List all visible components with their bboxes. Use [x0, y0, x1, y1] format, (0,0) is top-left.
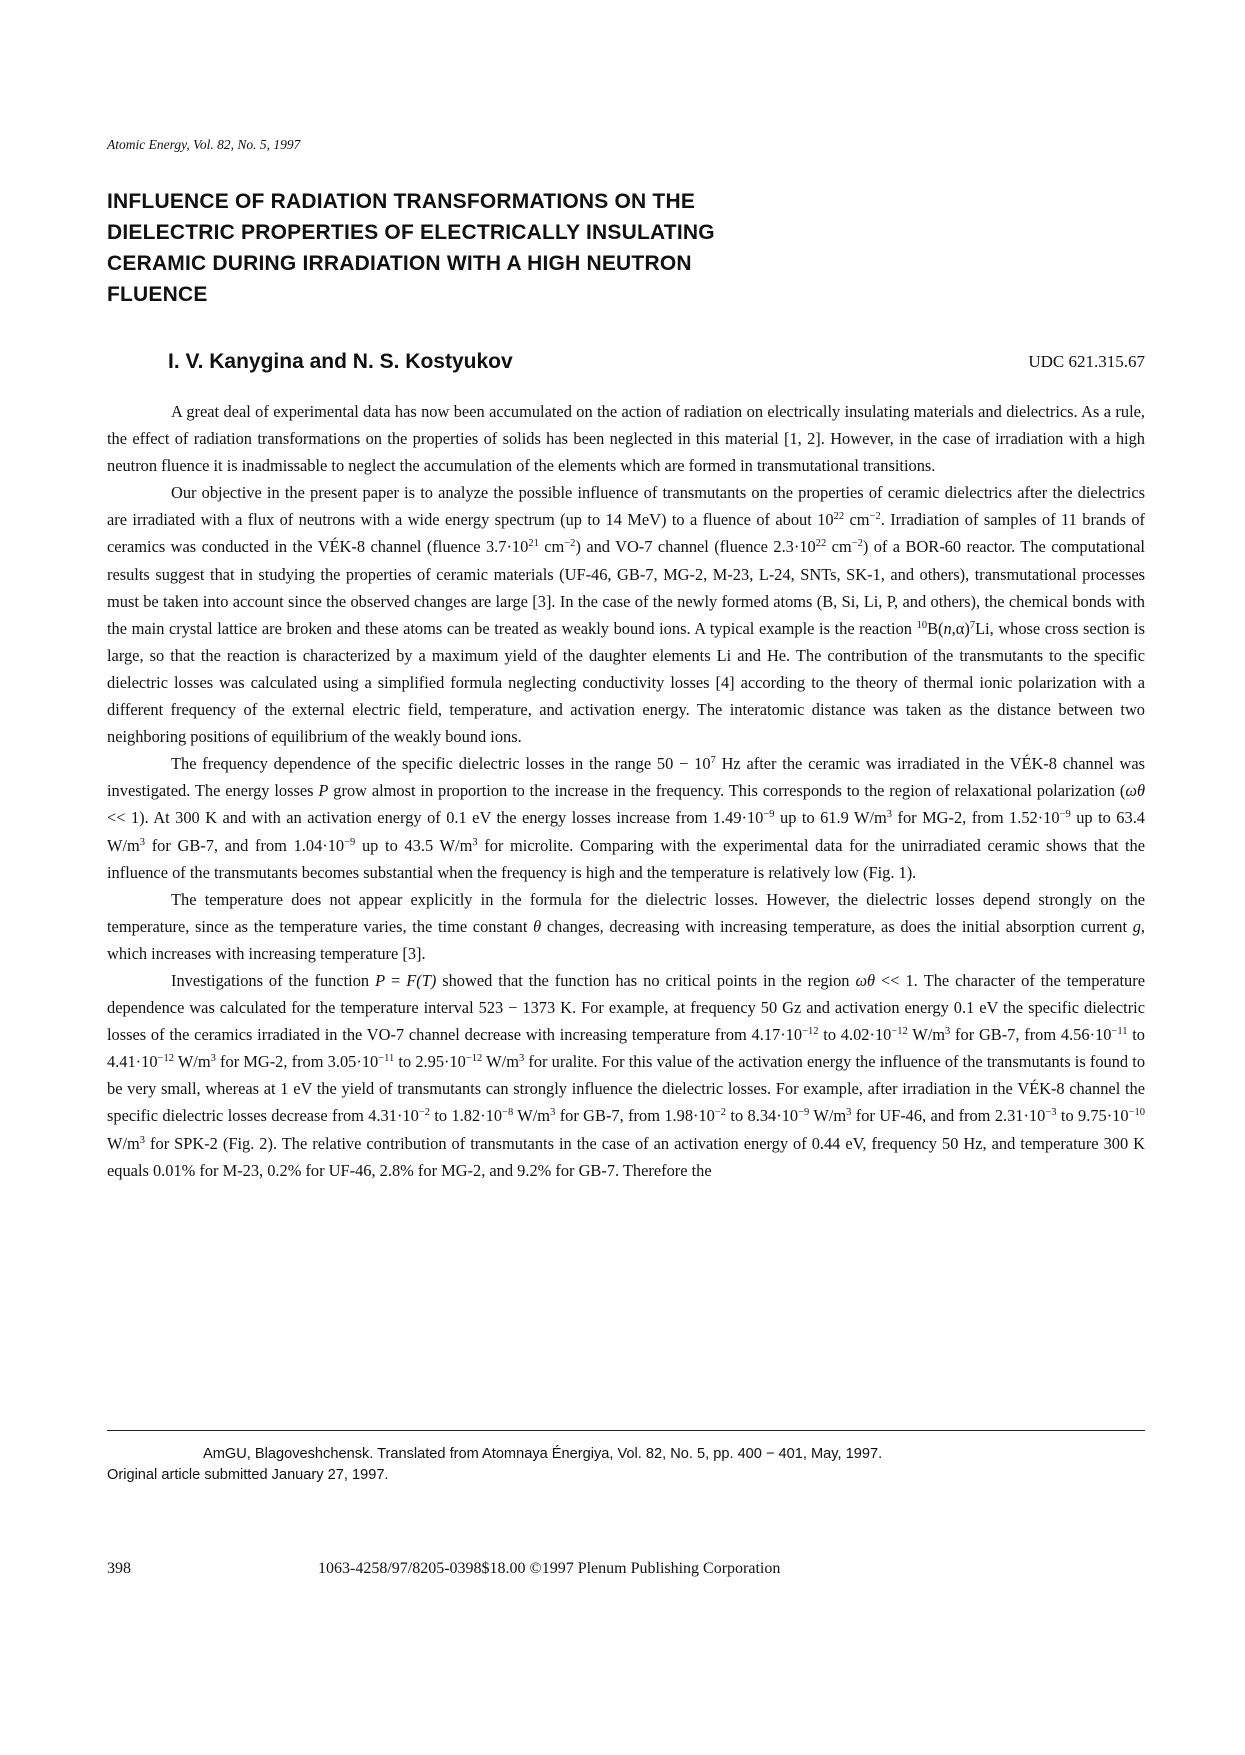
paragraph-1: A great deal of experimental data has now been accumulated on the action of radiation on electrically insulating materials and dielectrics. As a rule, the effect of radiation transformations on the properties of solids has been neglected in this material [1, 2]. However, in the case of irradiation with a high neutron fluence it is inadmissable to neglect the accumulation of the elements which are formed in transmutational transitions. [107, 402, 1145, 476]
title-line: DIELECTRIC PROPERTIES OF ELECTRICALLY INSULATING [107, 221, 715, 244]
paragraph-2: Our objective in the present paper is to analyze the possible influence of transmutants on the properties of ceramic dielectrics after the dielectrics are irradiated with a flux of neutrons with a wide energy spectrum (up to 14 MeV) to a fluence of about $10^{22}$ $cm^{-2}$. Irradiation of samples of 11 brands of ceramics was conducted in the VÉK-8 channel (fluence $3.7\cdot 10^{21}$ $cm^{-2}$) and VO-7 channel (fluence $2.3\cdot 10^{22}$ $cm^{-2}$) of a BOR-60 reactor. The computational results suggest that in studying the properties of ceramic materials (UF-46, GB-7, MG-2, M-23, L-24, SNTs, SK-1, and others), transmutational processes must be taken into account since the observed changes are large [3]. In the case of the newly formed atoms (B, Si, Li, P, and others), the chemical bonds with the main crystal lattice are broken and these atoms can be treated as weakly bound ions. A typical example is the reaction $^{10}B(n,\alpha)^7Li$, whose cross section is large, so that the reaction is characterized by a maximum yield of the daughter elements Li and He. The contribution of the transmutants to the specific dielectric losses was calculated using a simplified formula neglecting conductivity losses [4] according to the theory of thermal ionic polarization with a different frequency of the external electric field, temperature, and activation energy. The interatomic distance was taken as the distance between two neighboring positions of equilibrium of the weakly bound ions. [107, 483, 1146, 747]
footnote [107, 1444, 1145, 1486]
journal-citation: Atomic Energy, Vol. 82, No. 5, 1997 [107, 137, 301, 152]
footnote-line: AmGU, Blagoveshchensk. Translated from Atomnaya Énergiya, Vol. 82, No. 5, pp. 400 − 401, May, 1997. [203, 1446, 883, 1462]
paragraph-3: The frequency dependence of the specific dielectric losses in the range $50 - 10^7$ Hz after the ceramic was irradiated in the VÉK-8 channel was investigated. The energy losses P grow almost in proportion to the increase in the frequency. This corresponds to the region of relaxational polarization (ωθ << 1). At 300 K and with an activation energy of 0.1 eV the energy losses increase from $1.49\cdot 10^{-9}$ up to 61.9 $W/m^3$ for MG-2, from $1.52\cdot 10^{-9}$ up to 63.4 $W/m^3$ for GB-7, and from $1.04\cdot 10^{-9}$ up to 43.5 $W/m^3$ for microlite. Comparing with the experimental data for the unirradiated ceramic shows that the influence of the transmutants becomes substantial when the frequency is high and the temperature is relatively low (Fig. 1). [107, 754, 1146, 882]
page-number: 398 [107, 1560, 131, 1577]
paragraph-4: The temperature does not appear explicitly in the formula for the dielectric losses. However, the dielectric losses depend strongly on the temperature, since as the temperature varies, the time constant θ changes, decreasing with increasing temperature, as does the initial absorption current g, which increases with increasing temperature [3]. [107, 889, 1146, 963]
footnote-line: Original article submitted January 27, 1997. [107, 1467, 389, 1483]
article-title [107, 186, 867, 310]
title-line: INFLUENCE OF RADIATION TRANSFORMATIONS ON THE [107, 190, 696, 213]
copyright-line: 1063-4258/97/8205-0398$18.00 ©1997 Plenum Publishing Corporation [318, 1560, 781, 1577]
paragraph-5: Investigations of the function P = F(T) showed that the function has no critical points in the region ωθ << 1. The character of the temperature dependence was calculated for the temperature interval 523 − 1373 K. For example, at frequency 50 Gz and activation energy 0.1 eV the specific dielectric losses of the ceramics irradiated in the VO-7 channel decrease with increasing temperature from $4.17\cdot 10^{-12}$ to $4.02\cdot 10^{-12}$ $W/m^3$ for GB-7, from $4.56\cdot 10^{-11}$ to $4.41\cdot 10^{-12}$ $W/m^3$ for MG-2, from $3.05\cdot 10^{-11}$ to $2.95\cdot 10^{-12}$ $W/m^3$ for uralite. For this value of the activation energy the influence of the transmutants is found to be very small, whereas at 1 eV the yield of transmutants can strongly influence the dielectric losses. For example, after irradiation in the VÉK-8 channel the specific dielectric losses decrease from $4.31\cdot 10^{-2}$ to $1.82\cdot 10^{-8}$ $W/m^3$ for GB-7, from $1.98\cdot 10^{-2}$ to $8.34\cdot 10^{-9}$ $W/m^3$ for UF-46, and from $2.31\cdot 10^{-3}$ to $9.75\cdot 10^{-10}$ $W/m^3$ for SPK-2 (Fig. 2). The relative contribution of transmutants in the case of an activation energy of 0.44 eV, frequency 50 Hz, and temperature 300 K equals 0.01% for M-23, 0.2% for UF-46, 2.8% for MG-2, and 9.2% for GB-7. Therefore the [107, 970, 1146, 1180]
footnote-divider [107, 1430, 1145, 1431]
title-line: FLUENCE [107, 283, 208, 306]
udc-code: UDC 621.315.67 [1028, 352, 1145, 371]
authors: I. V. Kanygina and N. S. Kostyukov [168, 350, 513, 373]
title-line: CERAMIC DURING IRRADIATION WITH A HIGH NEUTRON [107, 252, 692, 275]
article-body [107, 398, 1145, 1184]
